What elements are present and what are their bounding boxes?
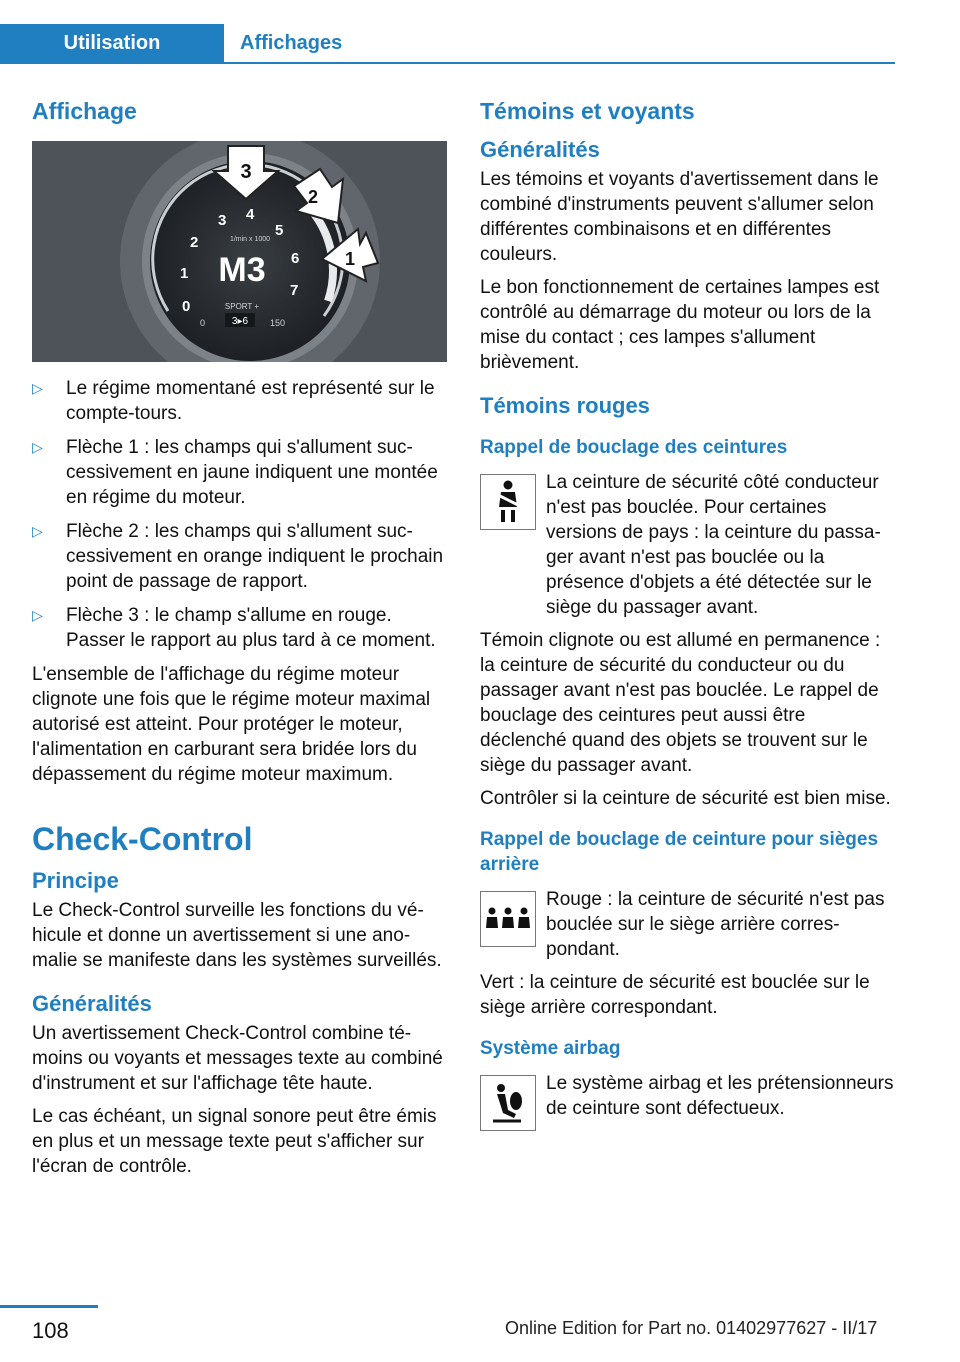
- heading-rappel-arriere: Rappel de bouclage de ceinture pour sièges arrière: [480, 829, 879, 875]
- footer-rule: [0, 1305, 98, 1308]
- scale-5: 5: [275, 222, 284, 239]
- scale-0: 0: [182, 298, 191, 315]
- list-item: ▷ Flèche 2 : les champs qui s'allument successivement en orange indiquent le prochain point de passage de rapport.: [32, 521, 444, 592]
- speed-min: 0: [200, 318, 206, 328]
- paragraph-temoins-1: Les témoins et voyants d'avertissement dans le combiné d'instruments peuvent s'allumer selon différentes combinaisons et en différentes couleurs.: [480, 169, 879, 265]
- heading-generalites-right: Généralités: [480, 137, 600, 162]
- paragraph-rappel-1: La ceinture de sécurité côté conducteur n'est pas bouclée. Pour certaines versions de pays : la ceinture du passager avant n'est pas bouclée ou la présence d'objets a été détectée sur le siège du passager avant.: [546, 472, 881, 618]
- triangle-icon: ▷: [32, 380, 43, 396]
- warning-airbag: [480, 1071, 895, 1135]
- warning-rear-seatbelt: [480, 887, 895, 962]
- left-column: [32, 98, 447, 1187]
- triangle-icon: ▷: [32, 439, 43, 455]
- heading-temoins: Témoins et voyants: [480, 98, 695, 124]
- list-item: ▷ Le régime momentané est représenté sur le compte-tours.: [32, 378, 435, 424]
- paragraph-principe: Le Check-Control surveille les fonctions du véhicule et donne un avertissement si une anomalie se manifeste dans les systèmes surveillés.: [32, 900, 442, 971]
- tachometer-figure: [32, 141, 447, 362]
- scale-4: 4: [246, 206, 255, 223]
- paragraph-generalites-2: Le cas échéant, un signal sonore peut être émis en plus et un message texte peut s'afficher sur l'écran de contrôle.: [32, 1106, 437, 1177]
- paragraph-regime: L'ensemble de l'affichage du régime moteur clignote une fois que le régime moteur maximal autorisé est atteint. Pour protéger le moteur, l'alimentation en carburant sera bridée lors du dépassement du régime moteur maximum.: [32, 664, 431, 785]
- top-bar: [0, 0, 895, 64]
- tachometer-illustration: [32, 141, 447, 362]
- paragraph-temoins-2: Le bon fonctionnement de certaines lampes est contrôlé au démarrage du moteur ou lors de la mise du contact ; ces lampes s'allument brièvement.: [480, 277, 880, 373]
- scale-7: 7: [290, 282, 299, 299]
- heading-temoins-rouges: Témoins rouges: [480, 393, 650, 418]
- gear-indicator: 3▸6: [231, 316, 249, 327]
- svg-text:2: 2: [307, 187, 319, 207]
- scale-2: 2: [190, 234, 199, 251]
- svg-text:1: 1: [344, 249, 356, 269]
- seatbelt-icon: [480, 474, 536, 530]
- scale-6: 6: [291, 250, 300, 267]
- rpm-unit: 1/min x 1000: [229, 236, 271, 243]
- paragraph-rappel-3: Contrôler si la ceinture de sécurité est bien mise.: [480, 788, 891, 809]
- paragraph-rappel-2: Témoin clignote ou est allumé en permanence : la ceinture de sécurité du conducteur ou du passager avant n'est pas bouclée. Le rappel de bouclage des ceintures peut aussi être déclenché quand des objets se trouvent sur le siège du passager avant.: [480, 630, 881, 776]
- list-item: ▷ Flèche 3 : le champ s'allume en rouge. Passer le rapport au plus tard à ce moment.: [32, 605, 436, 651]
- paragraph-arriere-1: Rouge : la ceinture de sécurité n'est pas bouclée sur le siège arrière correspondant.: [546, 889, 885, 960]
- heading-principe: Principe: [32, 868, 119, 893]
- heading-rappel-ceintures: Rappel de bouclage des ceintures: [480, 437, 788, 458]
- mode-display: SPORT +: [224, 302, 260, 311]
- svg-text:3: 3: [240, 161, 252, 183]
- paragraph-generalites-1: Un avertissement Check-Control combine témoins ou voyants et messages texte au combiné d'instrument et sur l'affichage tête haute.: [32, 1023, 443, 1094]
- rear-seatbelt-icon: [480, 891, 536, 947]
- heading-generalites: Généralités: [32, 991, 152, 1016]
- paragraph-arriere-2: Vert : la ceinture de sécurité est bouclée sur le siège arrière correspondant.: [480, 972, 870, 1018]
- triangle-icon: ▷: [32, 607, 43, 623]
- page-number: 108: [32, 1318, 69, 1343]
- tab-affichages[interactable]: Affichages: [240, 32, 343, 54]
- right-column: [480, 98, 895, 1135]
- list-item: ▷ Flèche 1 : les champs qui s'allument successivement en jaune indiquent une montée en régime du moteur.: [32, 437, 438, 508]
- scale-1: 1: [180, 265, 189, 282]
- bullet-list: [32, 376, 447, 653]
- tab-utilisation[interactable]: Utilisation: [0, 24, 224, 62]
- warning-seatbelt: [480, 470, 895, 620]
- footer-edition: Online Edition for Part no. 01402977627 - II/17: [505, 1318, 878, 1338]
- speed-max: 150: [270, 318, 286, 328]
- heading-affichage: Affichage: [32, 98, 137, 124]
- scale-3: 3: [218, 212, 227, 229]
- airbag-icon: [480, 1075, 536, 1131]
- triangle-icon: ▷: [32, 523, 43, 539]
- paragraph-airbag: Le système airbag et les prétensionneurs de ceinture sont défectueux.: [546, 1073, 894, 1119]
- heading-airbag: Système airbag: [480, 1038, 621, 1059]
- heading-check-control: Check-Control: [32, 821, 253, 857]
- gear-display: M3: [218, 251, 266, 289]
